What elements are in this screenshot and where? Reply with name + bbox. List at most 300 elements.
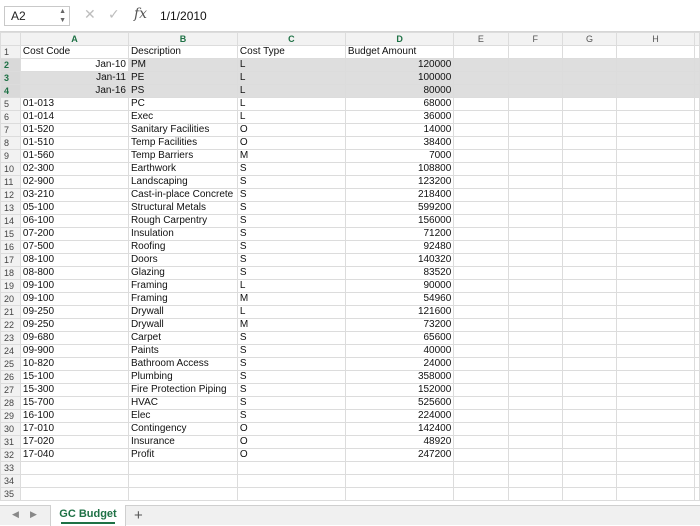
column-header-d[interactable]: D (345, 33, 453, 46)
cell-f5[interactable] (508, 98, 562, 111)
cell-e13[interactable] (454, 202, 508, 215)
cell-c31[interactable]: O (237, 436, 345, 449)
cell-c13[interactable]: S (237, 202, 345, 215)
cell-overflow[interactable] (695, 189, 700, 202)
cell-d21[interactable]: 121600 (345, 306, 453, 319)
cell-d12[interactable]: 218400 (345, 189, 453, 202)
cell-b13[interactable]: Structural Metals (128, 202, 237, 215)
cell-a24[interactable]: 09-900 (20, 345, 128, 358)
cell-e2[interactable] (454, 59, 508, 72)
cell-c5[interactable]: L (237, 98, 345, 111)
cell-h13[interactable] (617, 202, 695, 215)
cell-f9[interactable] (508, 150, 562, 163)
column-header-e[interactable]: E (454, 33, 508, 46)
cell-e20[interactable] (454, 293, 508, 306)
cell-f28[interactable] (508, 397, 562, 410)
row-header[interactable]: 3 (1, 72, 21, 85)
cell-h7[interactable] (617, 124, 695, 137)
cell-d17[interactable]: 140320 (345, 254, 453, 267)
cell-overflow[interactable] (695, 384, 700, 397)
row-header[interactable]: 10 (1, 163, 21, 176)
cell-h1[interactable] (617, 46, 695, 59)
cell-d32[interactable]: 247200 (345, 449, 453, 462)
cell-b1[interactable]: Description (128, 46, 237, 59)
cell-h32[interactable] (617, 449, 695, 462)
cell-d6[interactable]: 36000 (345, 111, 453, 124)
cell-h9[interactable] (617, 150, 695, 163)
cell-a2[interactable]: Jan-10 (20, 59, 128, 72)
cell-d30[interactable]: 142400 (345, 423, 453, 436)
cell-b17[interactable]: Doors (128, 254, 237, 267)
cell-d23[interactable]: 65600 (345, 332, 453, 345)
cell-f4[interactable] (508, 85, 562, 98)
cell-e3[interactable] (454, 72, 508, 85)
cell-b26[interactable]: Plumbing (128, 371, 237, 384)
cell-g12[interactable] (562, 189, 616, 202)
cell-overflow[interactable] (695, 150, 700, 163)
row-header[interactable]: 30 (1, 423, 21, 436)
cell-f8[interactable] (508, 137, 562, 150)
cell-f16[interactable] (508, 241, 562, 254)
cell-e34[interactable] (454, 475, 508, 488)
cell-overflow[interactable] (695, 358, 700, 371)
cell-g25[interactable] (562, 358, 616, 371)
cell-h3[interactable] (617, 72, 695, 85)
cell-c10[interactable]: S (237, 163, 345, 176)
cell-g19[interactable] (562, 280, 616, 293)
cell-d8[interactable]: 38400 (345, 137, 453, 150)
cell-overflow[interactable] (695, 111, 700, 124)
cell-e9[interactable] (454, 150, 508, 163)
confirm-check-icon[interactable]: ✓ (108, 6, 120, 22)
cell-f20[interactable] (508, 293, 562, 306)
cell-overflow[interactable] (695, 137, 700, 150)
cell-b35[interactable] (128, 488, 237, 501)
cell-g24[interactable] (562, 345, 616, 358)
row-header[interactable]: 18 (1, 267, 21, 280)
cell-e29[interactable] (454, 410, 508, 423)
cell-c4[interactable]: L (237, 85, 345, 98)
cell-e22[interactable] (454, 319, 508, 332)
cell-a35[interactable] (20, 488, 128, 501)
row-header[interactable]: 20 (1, 293, 21, 306)
cancel-x-icon[interactable]: ✕ (84, 6, 96, 22)
cell-e1[interactable] (454, 46, 508, 59)
cell-overflow[interactable] (695, 46, 700, 59)
cell-g7[interactable] (562, 124, 616, 137)
cell-c6[interactable]: L (237, 111, 345, 124)
cell-b3[interactable]: PE (128, 72, 237, 85)
cell-a33[interactable] (20, 462, 128, 475)
cell-f23[interactable] (508, 332, 562, 345)
cell-h14[interactable] (617, 215, 695, 228)
cell-g10[interactable] (562, 163, 616, 176)
cell-e8[interactable] (454, 137, 508, 150)
cell-h35[interactable] (617, 488, 695, 501)
column-header-h[interactable]: H (617, 33, 695, 46)
cell-c22[interactable]: M (237, 319, 345, 332)
cell-h19[interactable] (617, 280, 695, 293)
cell-b30[interactable]: Contingency (128, 423, 237, 436)
cell-f33[interactable] (508, 462, 562, 475)
cell-a25[interactable]: 10-820 (20, 358, 128, 371)
cell-overflow[interactable] (695, 319, 700, 332)
cell-g3[interactable] (562, 72, 616, 85)
cell-a26[interactable]: 15-100 (20, 371, 128, 384)
cell-e15[interactable] (454, 228, 508, 241)
cell-b9[interactable]: Temp Barriers (128, 150, 237, 163)
cell-h22[interactable] (617, 319, 695, 332)
cell-e32[interactable] (454, 449, 508, 462)
cell-h33[interactable] (617, 462, 695, 475)
cell-a31[interactable]: 17-020 (20, 436, 128, 449)
cell-c11[interactable]: S (237, 176, 345, 189)
row-header[interactable]: 11 (1, 176, 21, 189)
name-box-dropdown-icon[interactable]: ▲ ▼ (59, 8, 66, 24)
cell-c24[interactable]: S (237, 345, 345, 358)
cell-g33[interactable] (562, 462, 616, 475)
cell-a34[interactable] (20, 475, 128, 488)
cell-a21[interactable]: 09-250 (20, 306, 128, 319)
row-header[interactable]: 35 (1, 488, 21, 501)
cell-d35[interactable] (345, 488, 453, 501)
cell-h17[interactable] (617, 254, 695, 267)
cell-b6[interactable]: Exec (128, 111, 237, 124)
cell-a20[interactable]: 09-100 (20, 293, 128, 306)
formula-input[interactable]: 1/1/2010 (160, 9, 207, 23)
cell-g29[interactable] (562, 410, 616, 423)
cell-c16[interactable]: S (237, 241, 345, 254)
cell-f1[interactable] (508, 46, 562, 59)
cell-c20[interactable]: M (237, 293, 345, 306)
cell-f18[interactable] (508, 267, 562, 280)
cell-d28[interactable]: 525600 (345, 397, 453, 410)
cell-h28[interactable] (617, 397, 695, 410)
row-header[interactable]: 13 (1, 202, 21, 215)
row-header[interactable]: 17 (1, 254, 21, 267)
cell-b22[interactable]: Drywall (128, 319, 237, 332)
cell-b11[interactable]: Landscaping (128, 176, 237, 189)
cell-c2[interactable]: L (237, 59, 345, 72)
cell-g31[interactable] (562, 436, 616, 449)
cell-c35[interactable] (237, 488, 345, 501)
cell-f15[interactable] (508, 228, 562, 241)
cell-h16[interactable] (617, 241, 695, 254)
cell-overflow[interactable] (695, 371, 700, 384)
row-header[interactable]: 24 (1, 345, 21, 358)
cell-c7[interactable]: O (237, 124, 345, 137)
cell-g22[interactable] (562, 319, 616, 332)
cell-a14[interactable]: 06-100 (20, 215, 128, 228)
cell-d26[interactable]: 358000 (345, 371, 453, 384)
cell-d10[interactable]: 108800 (345, 163, 453, 176)
cell-f6[interactable] (508, 111, 562, 124)
cell-d4[interactable]: 80000 (345, 85, 453, 98)
cell-overflow[interactable] (695, 280, 700, 293)
cell-overflow[interactable] (695, 59, 700, 72)
cell-overflow[interactable] (695, 176, 700, 189)
cell-overflow[interactable] (695, 436, 700, 449)
cell-h30[interactable] (617, 423, 695, 436)
cell-g2[interactable] (562, 59, 616, 72)
row-header[interactable]: 1 (1, 46, 21, 59)
cell-e14[interactable] (454, 215, 508, 228)
row-header[interactable]: 31 (1, 436, 21, 449)
cell-a1[interactable]: Cost Code (20, 46, 128, 59)
cell-b15[interactable]: Insulation (128, 228, 237, 241)
cell-g30[interactable] (562, 423, 616, 436)
cell-d5[interactable]: 68000 (345, 98, 453, 111)
cell-f12[interactable] (508, 189, 562, 202)
cell-overflow[interactable] (695, 267, 700, 280)
column-header-g[interactable]: G (562, 33, 616, 46)
cell-e31[interactable] (454, 436, 508, 449)
cell-d22[interactable]: 73200 (345, 319, 453, 332)
cell-g23[interactable] (562, 332, 616, 345)
cell-b31[interactable]: Insurance (128, 436, 237, 449)
cell-c21[interactable]: L (237, 306, 345, 319)
row-header[interactable]: 4 (1, 85, 21, 98)
cell-g11[interactable] (562, 176, 616, 189)
cell-g16[interactable] (562, 241, 616, 254)
cell-e28[interactable] (454, 397, 508, 410)
cell-d31[interactable]: 48920 (345, 436, 453, 449)
sheet-tab-gc-budget[interactable]: GC Budget (50, 505, 126, 526)
cell-c34[interactable] (237, 475, 345, 488)
cell-d29[interactable]: 224000 (345, 410, 453, 423)
cell-e23[interactable] (454, 332, 508, 345)
column-header-f[interactable]: F (508, 33, 562, 46)
cell-h31[interactable] (617, 436, 695, 449)
select-all-corner[interactable] (1, 33, 21, 46)
cell-h27[interactable] (617, 384, 695, 397)
insert-function-icon[interactable]: fx (134, 6, 148, 22)
cell-f32[interactable] (508, 449, 562, 462)
cell-h15[interactable] (617, 228, 695, 241)
cell-h5[interactable] (617, 98, 695, 111)
cell-c18[interactable]: S (237, 267, 345, 280)
cell-c17[interactable]: S (237, 254, 345, 267)
cell-b24[interactable]: Paints (128, 345, 237, 358)
cell-h18[interactable] (617, 267, 695, 280)
cell-a32[interactable]: 17-040 (20, 449, 128, 462)
cell-a29[interactable]: 16-100 (20, 410, 128, 423)
cell-a17[interactable]: 08-100 (20, 254, 128, 267)
row-header[interactable]: 29 (1, 410, 21, 423)
cell-c12[interactable]: S (237, 189, 345, 202)
cell-a23[interactable]: 09-680 (20, 332, 128, 345)
cell-g9[interactable] (562, 150, 616, 163)
cell-c28[interactable]: S (237, 397, 345, 410)
cell-d25[interactable]: 24000 (345, 358, 453, 371)
row-header[interactable]: 2 (1, 59, 21, 72)
cell-f21[interactable] (508, 306, 562, 319)
row-header[interactable]: 9 (1, 150, 21, 163)
row-header[interactable]: 25 (1, 358, 21, 371)
row-header[interactable]: 8 (1, 137, 21, 150)
cell-b2[interactable]: PM (128, 59, 237, 72)
cell-h24[interactable] (617, 345, 695, 358)
cell-g34[interactable] (562, 475, 616, 488)
cell-d1[interactable]: Budget Amount (345, 46, 453, 59)
cell-e7[interactable] (454, 124, 508, 137)
cell-overflow[interactable] (695, 475, 700, 488)
cell-b10[interactable]: Earthwork (128, 163, 237, 176)
cell-b32[interactable]: Profit (128, 449, 237, 462)
cell-a28[interactable]: 15-700 (20, 397, 128, 410)
cell-h23[interactable] (617, 332, 695, 345)
cell-h26[interactable] (617, 371, 695, 384)
cell-e27[interactable] (454, 384, 508, 397)
add-sheet-icon[interactable]: + (134, 507, 143, 524)
cell-a7[interactable]: 01-520 (20, 124, 128, 137)
row-header[interactable]: 34 (1, 475, 21, 488)
cell-g26[interactable] (562, 371, 616, 384)
cell-h12[interactable] (617, 189, 695, 202)
row-header[interactable]: 5 (1, 98, 21, 111)
cell-e24[interactable] (454, 345, 508, 358)
cell-a16[interactable]: 07-500 (20, 241, 128, 254)
cell-e4[interactable] (454, 85, 508, 98)
row-header[interactable]: 33 (1, 462, 21, 475)
cell-b12[interactable]: Cast-in-place Concrete (128, 189, 237, 202)
next-sheet-icon[interactable]: ▶ (30, 509, 37, 519)
cell-g6[interactable] (562, 111, 616, 124)
row-header[interactable]: 23 (1, 332, 21, 345)
cell-g21[interactable] (562, 306, 616, 319)
cell-overflow[interactable] (695, 462, 700, 475)
cell-f11[interactable] (508, 176, 562, 189)
cell-e19[interactable] (454, 280, 508, 293)
cell-a18[interactable]: 08-800 (20, 267, 128, 280)
cell-f2[interactable] (508, 59, 562, 72)
cell-c26[interactable]: S (237, 371, 345, 384)
cell-g8[interactable] (562, 137, 616, 150)
cell-overflow[interactable] (695, 306, 700, 319)
cell-b4[interactable]: PS (128, 85, 237, 98)
cell-h2[interactable] (617, 59, 695, 72)
cell-e26[interactable] (454, 371, 508, 384)
cell-b21[interactable]: Drywall (128, 306, 237, 319)
row-header[interactable]: 16 (1, 241, 21, 254)
cell-g13[interactable] (562, 202, 616, 215)
cell-h11[interactable] (617, 176, 695, 189)
cell-e5[interactable] (454, 98, 508, 111)
cell-overflow[interactable] (695, 410, 700, 423)
row-header[interactable]: 32 (1, 449, 21, 462)
cell-e12[interactable] (454, 189, 508, 202)
cell-g17[interactable] (562, 254, 616, 267)
cell-e10[interactable] (454, 163, 508, 176)
cell-a6[interactable]: 01-014 (20, 111, 128, 124)
row-header[interactable]: 7 (1, 124, 21, 137)
cell-d14[interactable]: 156000 (345, 215, 453, 228)
cell-c19[interactable]: L (237, 280, 345, 293)
cell-d13[interactable]: 599200 (345, 202, 453, 215)
cell-e25[interactable] (454, 358, 508, 371)
cell-g4[interactable] (562, 85, 616, 98)
cell-overflow[interactable] (695, 215, 700, 228)
cell-overflow[interactable] (695, 72, 700, 85)
cell-c33[interactable] (237, 462, 345, 475)
cell-a3[interactable]: Jan-11 (20, 72, 128, 85)
cell-a19[interactable]: 09-100 (20, 280, 128, 293)
cell-f24[interactable] (508, 345, 562, 358)
cell-overflow[interactable] (695, 124, 700, 137)
cell-a15[interactable]: 07-200 (20, 228, 128, 241)
cell-h29[interactable] (617, 410, 695, 423)
worksheet-grid[interactable] (0, 32, 700, 505)
cell-g32[interactable] (562, 449, 616, 462)
row-header[interactable]: 6 (1, 111, 21, 124)
cell-a11[interactable]: 02-900 (20, 176, 128, 189)
row-header[interactable]: 21 (1, 306, 21, 319)
cell-e11[interactable] (454, 176, 508, 189)
cell-a4[interactable]: Jan-16 (20, 85, 128, 98)
cell-e35[interactable] (454, 488, 508, 501)
row-header[interactable]: 26 (1, 371, 21, 384)
cell-b25[interactable]: Bathroom Access (128, 358, 237, 371)
cell-b28[interactable]: HVAC (128, 397, 237, 410)
cell-d11[interactable]: 123200 (345, 176, 453, 189)
cell-f31[interactable] (508, 436, 562, 449)
cell-e21[interactable] (454, 306, 508, 319)
cell-g18[interactable] (562, 267, 616, 280)
cell-b16[interactable]: Roofing (128, 241, 237, 254)
cell-h6[interactable] (617, 111, 695, 124)
cell-a22[interactable]: 09-250 (20, 319, 128, 332)
row-header[interactable]: 19 (1, 280, 21, 293)
cell-overflow[interactable] (695, 241, 700, 254)
row-header[interactable]: 15 (1, 228, 21, 241)
column-header-overflow[interactable] (695, 33, 700, 46)
cell-e30[interactable] (454, 423, 508, 436)
cell-d15[interactable]: 71200 (345, 228, 453, 241)
row-header[interactable]: 27 (1, 384, 21, 397)
cell-b7[interactable]: Sanitary Facilities (128, 124, 237, 137)
cell-d3[interactable]: 100000 (345, 72, 453, 85)
cell-g1[interactable] (562, 46, 616, 59)
cell-c29[interactable]: S (237, 410, 345, 423)
cell-c15[interactable]: S (237, 228, 345, 241)
cell-f7[interactable] (508, 124, 562, 137)
cell-g35[interactable] (562, 488, 616, 501)
cell-f22[interactable] (508, 319, 562, 332)
cell-d2[interactable]: 120000 (345, 59, 453, 72)
cell-overflow[interactable] (695, 488, 700, 501)
row-header[interactable]: 22 (1, 319, 21, 332)
cell-f30[interactable] (508, 423, 562, 436)
cell-d27[interactable]: 152000 (345, 384, 453, 397)
cell-a30[interactable]: 17-010 (20, 423, 128, 436)
cell-b5[interactable]: PC (128, 98, 237, 111)
cell-c8[interactable]: O (237, 137, 345, 150)
cell-h4[interactable] (617, 85, 695, 98)
cell-h21[interactable] (617, 306, 695, 319)
cell-h10[interactable] (617, 163, 695, 176)
cell-b19[interactable]: Framing (128, 280, 237, 293)
cell-c14[interactable]: S (237, 215, 345, 228)
cell-d7[interactable]: 14000 (345, 124, 453, 137)
cell-f25[interactable] (508, 358, 562, 371)
cell-g14[interactable] (562, 215, 616, 228)
column-header-c[interactable]: C (237, 33, 345, 46)
cell-overflow[interactable] (695, 397, 700, 410)
cell-overflow[interactable] (695, 254, 700, 267)
cell-h8[interactable] (617, 137, 695, 150)
cell-c23[interactable]: S (237, 332, 345, 345)
cell-e33[interactable] (454, 462, 508, 475)
